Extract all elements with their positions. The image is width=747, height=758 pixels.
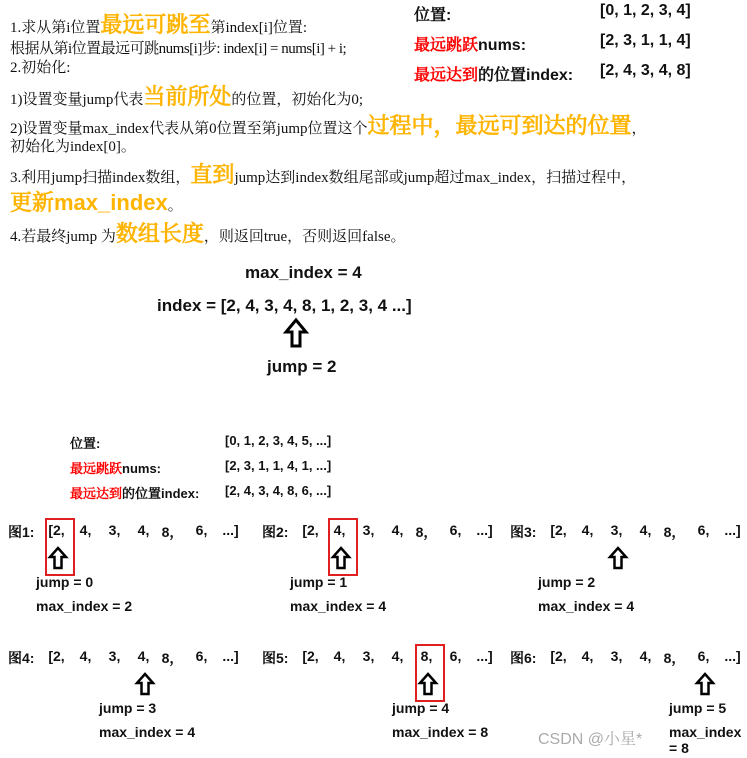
- array-element: [2,: [48, 648, 65, 664]
- row-value: [2, 4, 3, 4, 8]: [600, 62, 691, 79]
- figure-label: 图3:: [510, 524, 537, 540]
- up-arrow-icon: [135, 672, 155, 696]
- row-value: [0, 1, 2, 3, 4, 5, ...]: [225, 433, 332, 448]
- label: nums:: [478, 37, 527, 54]
- row-value: [2, 3, 1, 1, 4, 1, ...]: [225, 458, 332, 473]
- array-element: 3,: [362, 648, 375, 664]
- array-element: [2,: [550, 522, 567, 538]
- array-element: [2,: [550, 648, 567, 664]
- step-4: [10, 217, 406, 248]
- text: 1)设置变量jump代表: [10, 92, 144, 108]
- figure-label: 图2:: [262, 524, 289, 540]
- array-element: [2,: [48, 522, 65, 538]
- step-2-2-init: 初始化为index[0]。: [10, 139, 136, 155]
- up-arrow-icon: [418, 672, 438, 696]
- array-element: 6,: [195, 522, 208, 538]
- label-red: 最远跳跃: [414, 37, 479, 54]
- row-label: [414, 62, 573, 85]
- row-value: [2, 4, 3, 4, 8, 6, ...]: [225, 483, 332, 498]
- array-element: 3,: [610, 522, 623, 538]
- text: 2)设置变量max_index代表从第0位置至第jump位置这个: [10, 121, 368, 137]
- highlight: 数组长度: [115, 221, 204, 246]
- array-element: 4,: [333, 648, 346, 664]
- array-element: 3,: [362, 522, 375, 538]
- array-element: ...]: [476, 648, 493, 664]
- array-element: 4,: [137, 522, 150, 538]
- max-index-label: max_index = 4: [290, 598, 387, 614]
- up-arrow-icon: [331, 546, 351, 570]
- up-arrow-icon: [695, 672, 715, 696]
- watermark: CSDN @小星*: [538, 731, 643, 748]
- max-index-label: max_index = 4: [245, 263, 362, 282]
- max-index-label: max_index = 8: [669, 724, 742, 756]
- array-element: 4,: [391, 522, 404, 538]
- array-element: 4,: [137, 648, 150, 664]
- label: 的位置index:: [478, 67, 574, 84]
- label: 的位置index:: [122, 486, 200, 501]
- highlight: 过程中，最远可到达的位置: [367, 113, 632, 138]
- figure-label: 图4:: [8, 650, 35, 666]
- array-element: 6,: [449, 522, 462, 538]
- jump-label: jump = 3: [99, 700, 157, 716]
- array-element: 6,: [449, 648, 462, 664]
- array-element: 4,: [79, 522, 92, 538]
- up-arrow-icon: [284, 318, 308, 348]
- array-element: 4,: [581, 648, 594, 664]
- step-1-detail: 根据从第i位置最远可跳nums[i]步: index[i] = nums[i] + i;: [10, 41, 347, 57]
- text: ，则返回true，否则返回false。: [203, 229, 406, 245]
- array-element: 3,: [108, 648, 121, 664]
- highlight: 当前所处: [143, 84, 232, 109]
- array-element: 3,: [108, 522, 121, 538]
- max-index-label: max_index = 4: [538, 598, 635, 614]
- step-3: [10, 158, 636, 189]
- figure-2: [262, 522, 492, 632]
- array-element: [2,: [302, 522, 319, 538]
- figure-label: 图5:: [262, 650, 289, 666]
- figure-5: [262, 648, 492, 758]
- array-element: 4,: [391, 648, 404, 664]
- jump-label: jump = 0: [36, 574, 94, 590]
- label-red: 最远达到: [414, 67, 479, 84]
- up-arrow-icon: [48, 546, 68, 570]
- array-element: 6,: [697, 522, 710, 538]
- text: 第index[i]位置:: [210, 20, 308, 36]
- text: 1.求从第i位置: [10, 20, 101, 36]
- array-element: 8，: [161, 650, 184, 666]
- label: nums:: [122, 461, 162, 476]
- max-index-label: max_index = 4: [99, 724, 196, 740]
- text: ，: [631, 121, 647, 137]
- array-element: 6,: [697, 648, 710, 664]
- array-element: 4,: [581, 522, 594, 538]
- text: 的位置，初始化为0;: [231, 92, 364, 108]
- row-value: [2, 3, 1, 1, 4]: [600, 32, 691, 49]
- array-element: ...]: [724, 648, 741, 664]
- array-element: [2,: [302, 648, 319, 664]
- jump-label: jump = 5: [669, 700, 727, 716]
- highlight: 直到: [190, 162, 235, 187]
- up-arrow-icon: [608, 546, 628, 570]
- figure-3: [510, 522, 740, 632]
- row-label: 位置:: [414, 7, 452, 24]
- text: 。: [167, 198, 183, 214]
- jump-label: jump = 2: [538, 574, 596, 590]
- jump-label: jump = 2: [267, 357, 337, 376]
- text: 3.利用jump扫描index数组，: [10, 170, 191, 186]
- row-label: [70, 483, 199, 502]
- label-red: 最远达到: [70, 486, 123, 501]
- array-element: 4,: [333, 522, 346, 538]
- array-element: 8，: [415, 524, 438, 540]
- array-element: 8，: [663, 650, 686, 666]
- array-element: ...]: [724, 522, 741, 538]
- highlight: 最远可跳至: [100, 12, 211, 37]
- row-value: [0, 1, 2, 3, 4]: [600, 2, 691, 19]
- array-element: 6,: [195, 648, 208, 664]
- figure-4: [8, 648, 238, 758]
- array-element: 4,: [79, 648, 92, 664]
- step-2: 2.初始化:: [10, 60, 71, 76]
- jump-label: jump = 4: [392, 700, 450, 716]
- array-element: 4,: [639, 522, 652, 538]
- index-array: index = [2, 4, 3, 4, 8, 1, 2, 3, 4 ...]: [157, 296, 412, 315]
- array-element: 8，: [663, 524, 686, 540]
- step-2-1: [10, 80, 363, 111]
- row-label: 位置:: [70, 436, 101, 451]
- step-3-update: [10, 186, 183, 217]
- label-red: 最远跳跃: [70, 461, 123, 476]
- array-element: ...]: [476, 522, 493, 538]
- step-1: [10, 8, 307, 39]
- array-element: 8，: [161, 524, 184, 540]
- figure-label: 图1:: [8, 524, 35, 540]
- array-element: ...]: [222, 522, 239, 538]
- jump-label: jump = 1: [290, 574, 348, 590]
- text: 4.若最终jump 为: [10, 229, 116, 245]
- max-index-label: max_index = 8: [392, 724, 489, 740]
- highlight: 更新max_index: [10, 190, 168, 215]
- array-element: 8,: [420, 648, 433, 664]
- figure-label: 图6:: [510, 650, 537, 666]
- array-element: 4,: [639, 648, 652, 664]
- max-index-label: max_index = 2: [36, 598, 133, 614]
- row-label: [414, 32, 526, 55]
- array-element: 3,: [610, 648, 623, 664]
- text: jump达到index数组尾部或jump超过max_index，扫描过程中，: [234, 170, 637, 186]
- row-label: [70, 458, 161, 477]
- array-element: ...]: [222, 648, 239, 664]
- figure-1: [8, 522, 238, 632]
